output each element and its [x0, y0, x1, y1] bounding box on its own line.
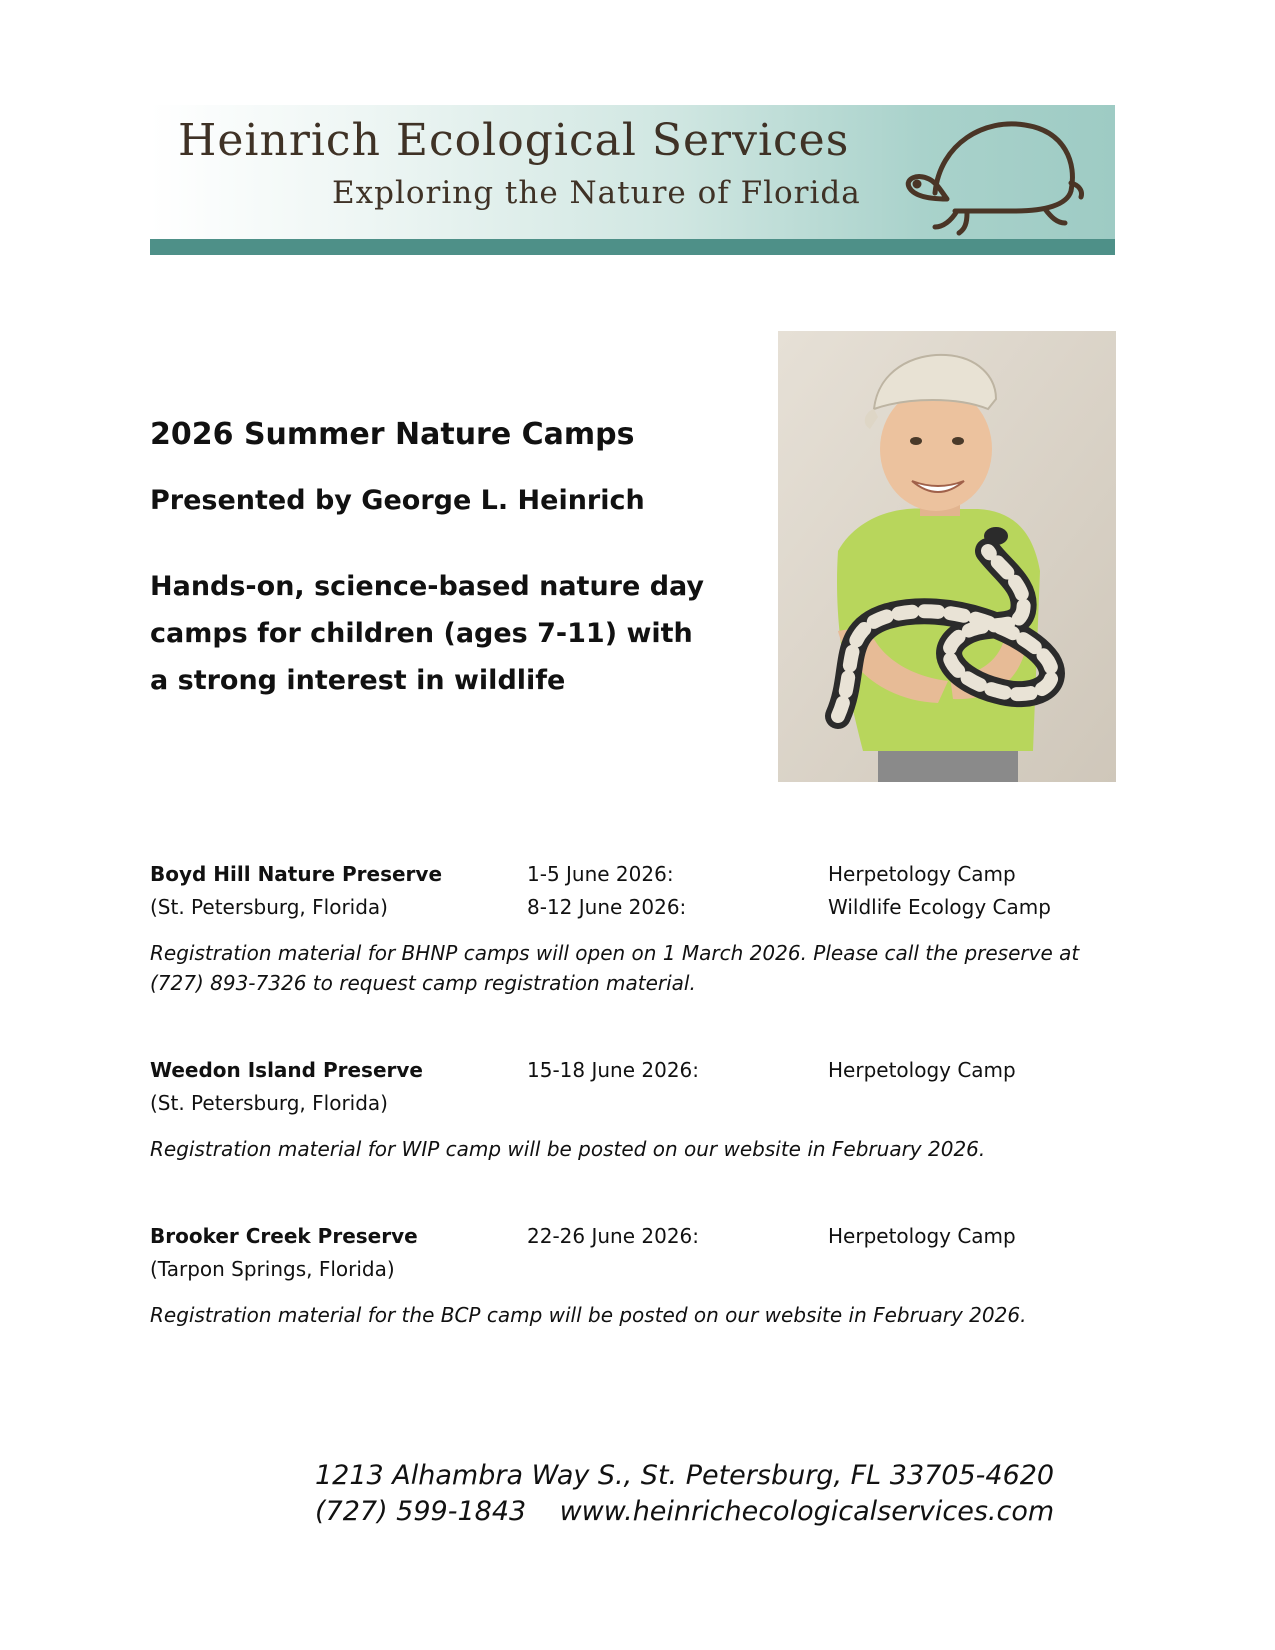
session-name: Herpetology Camp	[828, 862, 1016, 886]
preserve-location: (Tarpon Springs, Florida)	[150, 1257, 395, 1281]
preserve-name: Boyd Hill Nature Preserve	[150, 862, 443, 886]
footer-website-link[interactable]: www.heinrichecologicalservices.com	[559, 1496, 1055, 1527]
camp-row	[150, 895, 1130, 928]
boy-with-snake-photo	[778, 331, 1116, 782]
session-dates: 1-5 June 2026:	[527, 862, 674, 886]
camp-row	[150, 862, 1130, 895]
camp-row	[150, 1224, 1130, 1257]
preserve-name: Weedon Island Preserve	[150, 1058, 423, 1082]
header-banner	[150, 105, 1115, 255]
footer-address: 1213 Alhambra Way S., St. Petersburg, FL 33705-4620	[315, 1460, 1055, 1491]
page-title: 2026 Summer Nature Camps	[150, 417, 635, 452]
camp-block-weedon-island	[150, 1058, 1130, 1164]
camp-block-brooker-creek	[150, 1224, 1130, 1330]
session-dates: 22-26 June 2026:	[527, 1224, 700, 1248]
banner-title: Heinrich Ecological Services	[178, 115, 850, 166]
banner-tagline: Exploring the Nature of Florida	[332, 175, 861, 211]
preserve-name: Brooker Creek Preserve	[150, 1224, 418, 1248]
camp-row	[150, 1058, 1130, 1091]
footer-contact-line	[315, 1494, 1054, 1530]
camp-listings-2	[150, 1058, 1130, 1164]
registration-note: Registration material for the BCP camp will be posted on our website in February 2026.	[150, 1303, 1027, 1327]
session-name: Herpetology Camp	[828, 1058, 1016, 1082]
session-dates: 15-18 June 2026:	[527, 1058, 700, 1082]
camp-listings	[150, 862, 1130, 998]
camp-listings-3	[150, 1224, 1130, 1330]
camp-row	[150, 1257, 1130, 1290]
banner-bar	[150, 239, 1115, 255]
registration-note: Registration material for WIP camp will be posted on our website in February 2026.	[150, 1137, 986, 1161]
session-dates: 8-12 June 2026:	[527, 895, 687, 919]
registration-note: Registration material for BHNP camps will open on 1 March 2026. Please call the preserve at (727) 893-7326 to request camp registration material.	[150, 941, 1080, 995]
footer-phone: (727) 599-1843	[315, 1496, 527, 1527]
turtle-logo-icon	[895, 113, 1085, 239]
camp-block-boyd-hill	[150, 862, 1130, 998]
presenter-line: Presented by George L. Heinrich	[150, 485, 645, 516]
camp-description: Hands-on, science-based nature day camps for children (ages 7-11) with a strong interest in wildlife	[150, 571, 705, 696]
preserve-location: (St. Petersburg, Florida)	[150, 1091, 388, 1115]
contact-footer	[315, 1458, 1054, 1530]
camp-row	[150, 1091, 1130, 1124]
session-name: Wildlife Ecology Camp	[828, 895, 1051, 919]
preserve-location: (St. Petersburg, Florida)	[150, 895, 388, 919]
session-name: Herpetology Camp	[828, 1224, 1016, 1248]
